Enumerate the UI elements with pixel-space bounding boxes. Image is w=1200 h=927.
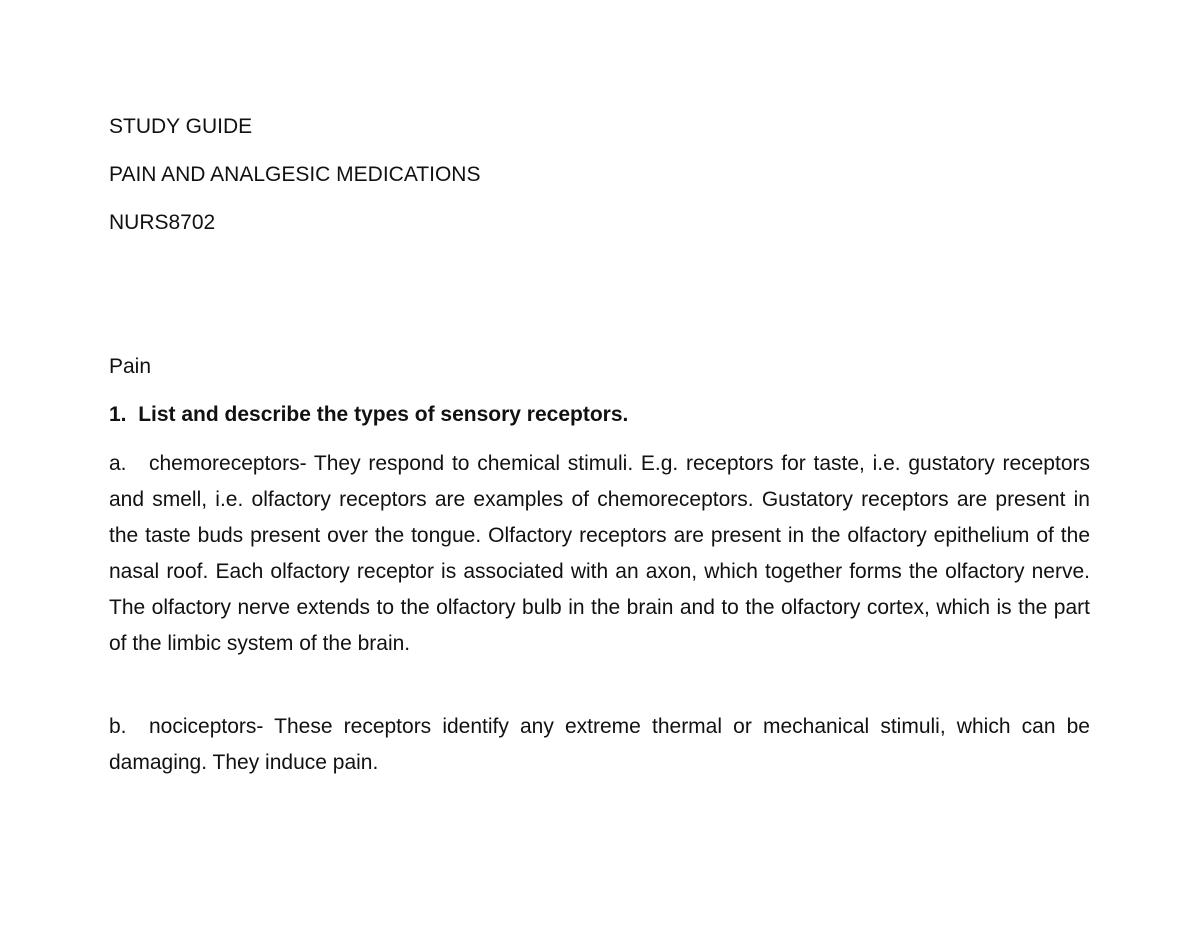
doc-title-topic: PAIN AND ANALGESIC MEDICATIONS (109, 163, 481, 186)
section-title: Pain (109, 355, 152, 378)
question-1 (109, 401, 628, 429)
answer-b-marker: b. (109, 715, 127, 738)
doc-title-study-guide: STUDY GUIDE (109, 115, 253, 138)
question-text: List and describe the types of sensory receptors. (138, 403, 629, 426)
answer-b-text: nociceptors- These receptors identify any extreme thermal or mechanical stimuli, which can be damaging. They induce pain. (109, 715, 1090, 774)
answer-b (109, 709, 1090, 781)
question-number: 1. (109, 403, 127, 426)
answer-a (109, 446, 1090, 662)
course-code: NURS8702 (109, 211, 216, 234)
answer-a-text: chemoreceptors- They respond to chemical stimuli. E.g. receptors for taste, i.e. gustatory receptors and smell, i.e. olfactory receptors are examples of chemoreceptors. Gustatory receptors are present in the taste buds present over the tongue. Olfactory receptors are present in the olfactory epithelium of the nasal roof. Each olfactory receptor is associated with an axon, which together forms the olfactory nerve. The olfactory nerve extends to the olfactory bulb in the brain and to the olfactory cortex, which is the part of the limbic system of the brain. (109, 452, 1090, 655)
answer-a-marker: a. (109, 452, 127, 475)
